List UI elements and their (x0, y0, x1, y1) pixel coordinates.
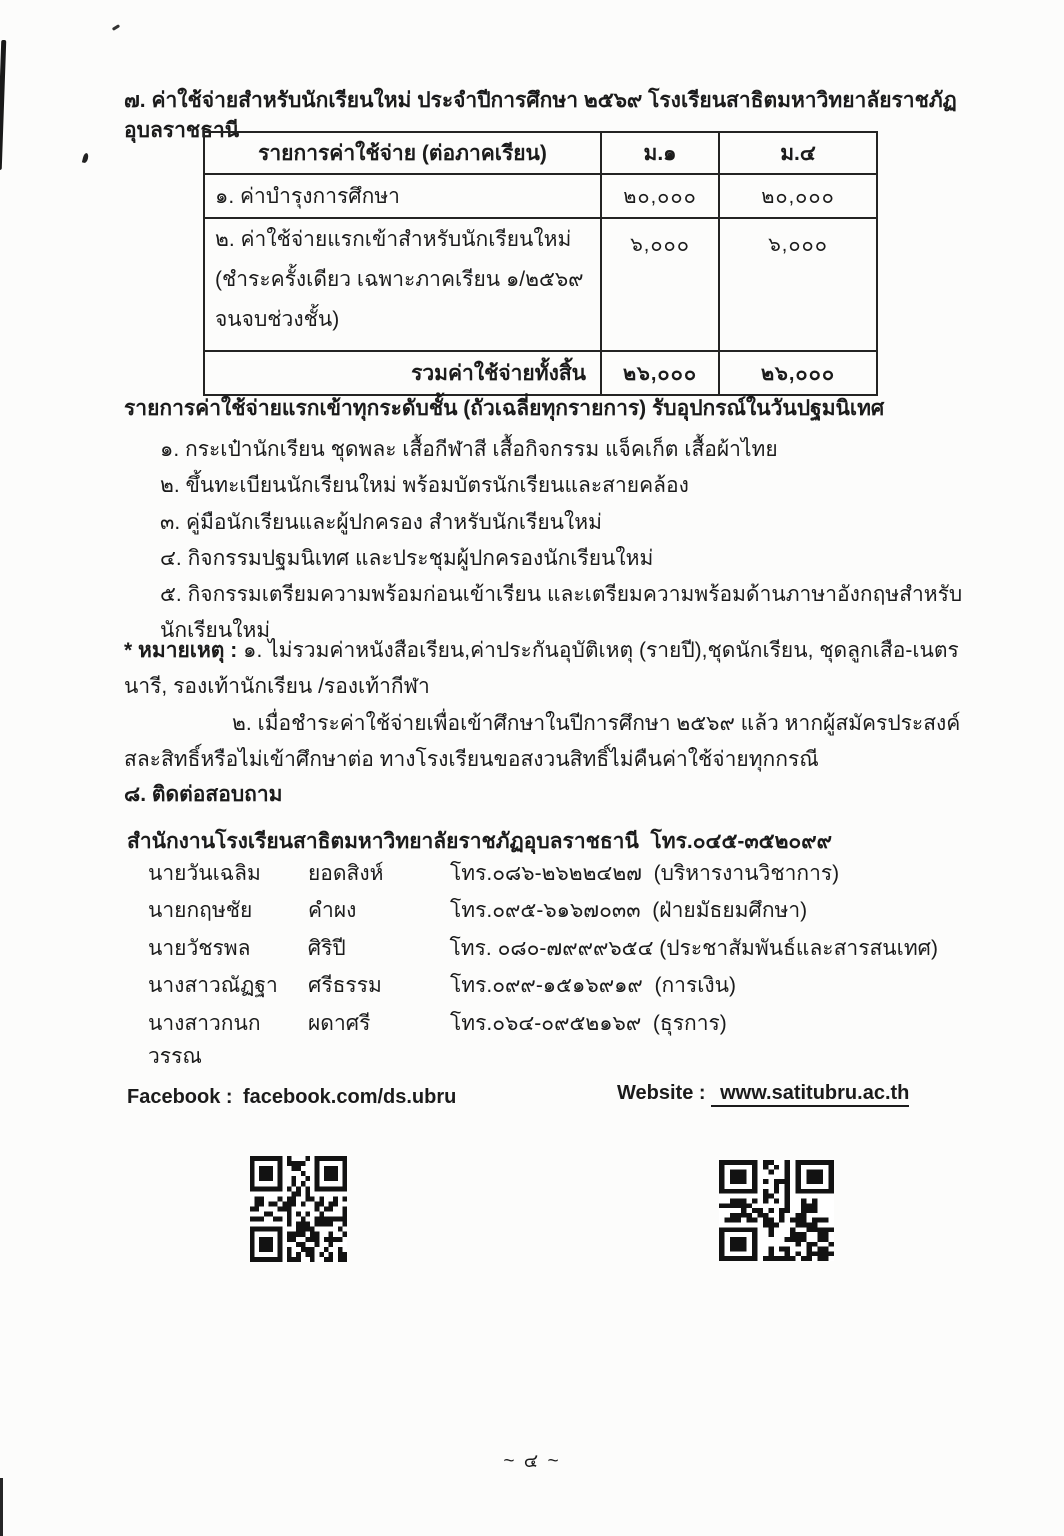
contact-first-name: นายกฤษชัย (148, 899, 253, 923)
contact-phone: โทร.๐๖๔-๐๙๕๒๑๖๙ (ธุรการ) (450, 1011, 727, 1035)
contact-phone: โทร.๐๙๕-๖๑๖๗๐๓๓ (ฝ่ายมัธยมศึกษา) (450, 899, 808, 923)
scan-speck (82, 153, 89, 164)
fee-total-m4: ๒๖,๐๐๐ (719, 351, 877, 395)
contact-row (148, 969, 938, 1006)
contact-last-name: ยอดสิงห์ (308, 862, 384, 885)
contact-list (148, 857, 938, 1068)
list-item: ๒. ขึ้นทะเบียนนักเรียนใหม่ พร้อมบัตรนักเรียนและสายคล้อง (160, 474, 689, 498)
contact-last-name: คำผง (308, 899, 357, 923)
contact-first-name: นางสาวณัฏฐา (148, 974, 278, 998)
scan-edge-artifact (0, 40, 6, 170)
contact-last-name: ศรีธรรม (308, 974, 382, 998)
contact-first-name: นางสาวกนกวรรณ (148, 1011, 261, 1068)
fee-table-header-row (204, 132, 877, 174)
fee-total-row (204, 351, 877, 395)
contact-last-name: ผดาศรี (308, 1011, 371, 1035)
website-url: www.satitubru.ac.th (711, 1082, 909, 1107)
fee-table-header-item: รายการค่าใช้จ่าย (ต่อภาคเรียน) (204, 132, 601, 174)
contact-row (148, 932, 938, 969)
list-item: ๑. กระเป๋านักเรียน ชุดพละ เสื้อกีฬาสี เสื้อกิจกรรม แจ็คเก็ต เสื้อผ้าไทย (160, 438, 778, 461)
fee-total-m1: ๒๖,๐๐๐ (601, 351, 719, 395)
fee-table-header-m1: ม.๑ (601, 132, 719, 174)
section-8-title: ๘. ติดต่อสอบถาม (124, 783, 283, 806)
list-item: ๔. กิจกรรมปฐมนิเทศ และประชุมผู้ปกครองนักเรียนใหม่ (160, 546, 654, 570)
page-number: ~ ๔ ~ (503, 1451, 561, 1472)
fee-amount-m1: ๖,๐๐๐ (601, 218, 719, 351)
fee-table (203, 131, 878, 396)
fee-amount-m4: ๒๐,๐๐๐ (719, 174, 877, 218)
equipment-section (124, 392, 1004, 650)
contact-row (148, 894, 938, 931)
contact-phone: โทร.๐๘๖-๒๖๒๒๔๒๗ (บริหารงานวิชาการ) (450, 862, 840, 885)
fee-amount-m4: ๖,๐๐๐ (719, 218, 877, 351)
note-text-1: ๑. ไม่รวมค่าหนังสือเรียน,ค่าประกันอุบัติเหตุ (รายปี),ชุดนักเรียน, ชุดลูกเสือ-เนตรนารี, รองเท้านักเรียน /รองเท้ากีฬา (124, 639, 959, 699)
contact-row (148, 857, 938, 894)
fee-item-label: ๑. ค่าบำรุงการศึกษา (204, 174, 601, 218)
links-row (0, 1082, 1064, 1116)
qr-code-facebook (250, 1156, 347, 1262)
contact-first-name: นายวันเฉลิม (148, 862, 261, 885)
note-paragraph-1 (124, 633, 980, 706)
fee-table-header-m4: ม.๔ (719, 132, 877, 174)
qr-code-website (719, 1160, 834, 1261)
office-contact-line: สำนักงานโรงเรียนสาธิตมหาวิทยาลัยราชภัฏอุบลราชธานี โทร.๐๔๕-๓๕๒๐๙๙ (127, 830, 832, 853)
contact-phone: โทร.๐๙๙-๑๕๑๖๙๑๙ (การเงิน) (450, 974, 737, 998)
contact-first-name: นายวัชรพล (148, 936, 251, 960)
scan-speck (112, 24, 120, 31)
remarks-section (124, 633, 980, 779)
contact-row (148, 1007, 938, 1068)
fee-row-first-entry (204, 218, 877, 351)
fee-item-line: จนจบช่วงชั้น) (215, 308, 340, 331)
fee-amount-m1: ๒๐,๐๐๐ (601, 174, 719, 218)
contact-phone: โทร. ๐๘๐-๗๙๙๙๖๕๔ (ประชาสัมพันธ์และสารสนเทศ) (449, 936, 938, 960)
list-item: ๓. คู่มือนักเรียนและผู้ปกครอง สำหรับนักเรียนใหม่ (160, 510, 602, 534)
facebook-label: Facebook : (127, 1086, 233, 1108)
list-item: ๕. กิจกรรมเตรียมความพร้อมก่อนเข้าเรียน และเตรียมความพร้อมด้านภาษาอังกฤษสำหรับนักเรียนใหม่ (160, 583, 963, 643)
equipment-heading: รายการค่าใช้จ่ายแรกเข้าทุกระดับชั้น (ถัวเฉลี่ยทุกรายการ) รับอุปกรณ์ในวันปฐมนิเทศ (124, 397, 885, 420)
fee-total-label: รวมค่าใช้จ่ายทั้งสิ้น (204, 351, 601, 395)
note-paragraph-2: ๒. เมื่อชำระค่าใช้จ่ายเพื่อเข้าศึกษาในปีการศึกษา ๒๕๖๙ แล้ว หากผู้สมัครประสงค์สละสิทธิ์หรือไม่เข้าศึกษาต่อ ทางโรงเรียนขอสงวนสิทธิ์ไม่คืนค่าใช้จ่ายทุกกรณี (124, 711, 961, 772)
website-label: Website : (617, 1082, 706, 1104)
contact-last-name: ศิริปี (307, 936, 346, 960)
website-group (617, 1082, 909, 1105)
fee-item-line: (ชำระครั้งเดียว เฉพาะภาคเรียน ๑/๒๕๖๙ (215, 268, 584, 291)
equipment-list (160, 432, 1004, 650)
fee-item-label (204, 218, 601, 351)
fee-item-line: ๒. ค่าใช้จ่ายแรกเข้าสำหรับนักเรียนใหม่ (215, 228, 572, 251)
section-7-title: ๗. ค่าใช้จ่ายสำหรับนักเรียนใหม่ ประจำปีการศึกษา ๒๕๖๙ โรงเรียนสาธิตมหาวิทยาลัยราชภัฏอุบลราชธานี (124, 89, 957, 142)
fee-row-tuition (204, 174, 877, 218)
note-label: * หมายเหตุ : (124, 639, 244, 662)
facebook-url: facebook.com/ds.ubru (243, 1086, 457, 1108)
